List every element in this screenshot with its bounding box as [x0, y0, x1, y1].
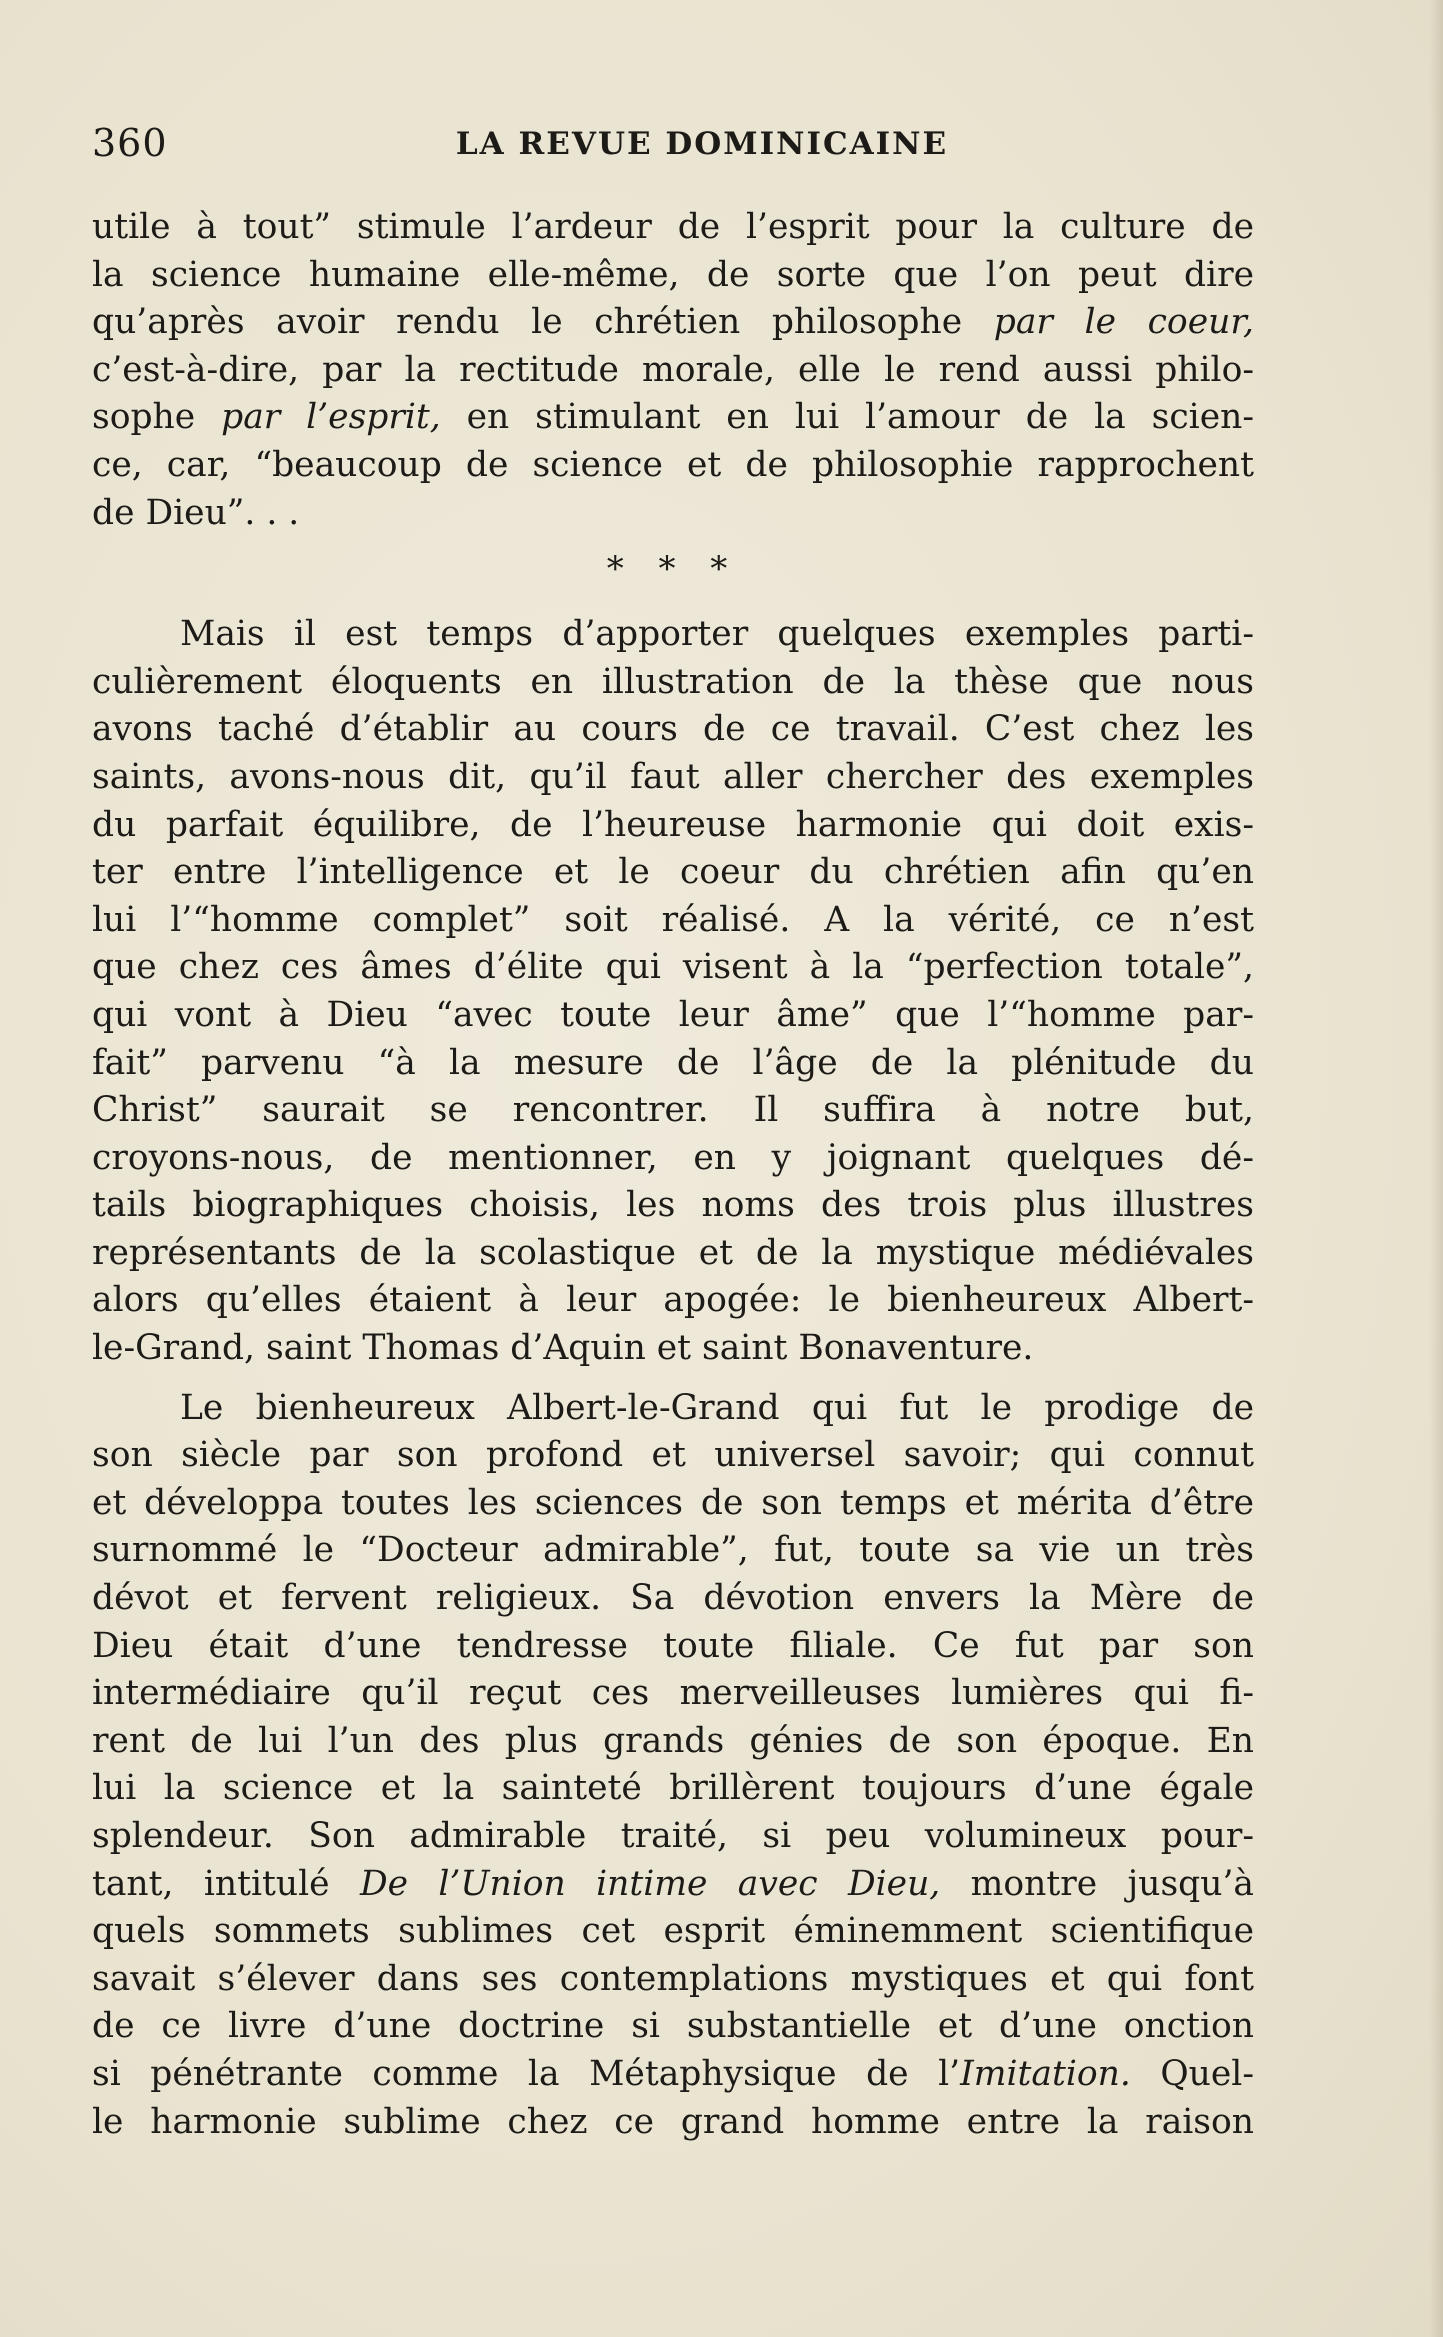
text-line: de ce livre d’une doctrine si substantielle et d’une onction	[92, 2006, 1254, 2047]
text-line: splendeur. Son admirable traité, si peu volumineux pour-	[92, 1816, 1254, 1856]
text-line: avons taché d’établir au cours de ce travail. C’est chez les	[92, 709, 1254, 750]
text-line: ce, car, “beaucoup de science et de philosophie rapprochent	[92, 444, 1254, 485]
text-line: Mais il est temps d’apporter quelques exemples parti-	[180, 614, 1254, 655]
text-line: Dieu était d’une tendresse toute filiale. Ce fut par son	[92, 1625, 1254, 1666]
text-line: utile à tout” stimule l’ardeur de l’esprit pour la culture de	[92, 207, 1254, 247]
text-line: tant, intitulé De l’Union intime avec Dieu, montre jusqu’à	[92, 1863, 1254, 1904]
paragraph-2	[92, 611, 1254, 1373]
text-line: le harmonie sublime chez ce grand homme entre la raison	[92, 2101, 1254, 2142]
page-number: 360	[92, 121, 168, 165]
text-line: c’est-à-dire, par la rectitude morale, elle le rend aussi philo-	[92, 349, 1254, 390]
text-line: qu’après avoir rendu le chrétien philosophe par le coeur,	[92, 302, 1254, 343]
text-line: croyons-nous, de mentionner, en y joignant quelques dé-	[92, 1137, 1254, 1178]
paragraph-1	[92, 204, 1254, 537]
text-line: la science humaine elle-même, de sorte que l’on peut dire	[92, 254, 1254, 295]
paragraph-gap	[92, 1373, 1254, 1385]
text-line: savait s’élever dans ses contemplations mystiques et qui font	[92, 1958, 1254, 1999]
text-line: son siècle par son profond et universel savoir; qui connut	[92, 1435, 1254, 1476]
text-line: quels sommets sublimes cet esprit éminemment scientifique	[92, 1911, 1254, 1952]
text-line: rent de lui l’un des plus grands génies de son époque. En	[92, 1720, 1254, 1761]
page-edge-shadow	[1429, 0, 1443, 2337]
text-line: surnommé le “Docteur admirable”, fut, toute sa vie un très	[92, 1530, 1254, 1571]
text-line: tails biographiques choisis, les noms des trois plus illustres	[92, 1185, 1254, 1226]
text-line: dévot et fervent religieux. Sa dévotion envers la Mère de	[92, 1578, 1254, 1619]
section-separator: * * *	[606, 549, 740, 590]
text-line: sophe par l’esprit, en stimulant en lui l’amour de la scien-	[92, 397, 1254, 438]
page-header	[92, 118, 1252, 168]
page-body	[92, 204, 1254, 2146]
text-line: et développa toutes les sciences de son temps et mérita d’être	[92, 1482, 1254, 1523]
paragraph-3	[92, 1385, 1254, 2147]
text-line: de Dieu”. . .	[92, 492, 300, 533]
running-title: LA REVUE DOMINICAINE	[455, 126, 949, 162]
text-line: du parfait équilibre, de l’heureuse harmonie qui doit exis-	[92, 804, 1254, 845]
text-line: saints, avons-nous dit, qu’il faut aller chercher des exemples	[92, 756, 1254, 797]
text-line: fait” parvenu “à la mesure de l’âge de la plénitude du	[92, 1042, 1254, 1083]
text-line: ter entre l’intelligence et le coeur du chrétien afin qu’en	[92, 852, 1254, 893]
text-line: lui l’“homme complet” soit réalisé. A la vérité, ce n’est	[92, 899, 1254, 940]
text-line: culièrement éloquents en illustration de la thèse que nous	[92, 661, 1254, 702]
text-line: le-Grand, saint Thomas d’Aquin et saint Bonaventure.	[92, 1328, 1034, 1369]
text-line: qui vont à Dieu “avec toute leur âme” que l’“homme par-	[92, 994, 1254, 1035]
text-line: intermédiaire qu’il reçut ces merveilleuses lumières qui fi-	[92, 1673, 1254, 1714]
text-line: que chez ces âmes d’élite qui visent à la “perfection totale”,	[92, 947, 1254, 988]
text-line: Christ” saurait se rencontrer. Il suffira à notre but,	[92, 1090, 1254, 1131]
text-line: lui la science et la sainteté brillèrent toujours d’une égale	[92, 1768, 1254, 1809]
text-line: représentants de la scolastique et de la mystique médiévales	[92, 1232, 1254, 1273]
text-line: si pénétrante comme la Métaphysique de l’Imitation. Quel-	[92, 2053, 1254, 2094]
text-line: Le bienheureux Albert-le-Grand qui fut le prodige de	[180, 1387, 1254, 1428]
text-line: alors qu’elles étaient à leur apogée: le bienheureux Albert-	[92, 1280, 1254, 1321]
